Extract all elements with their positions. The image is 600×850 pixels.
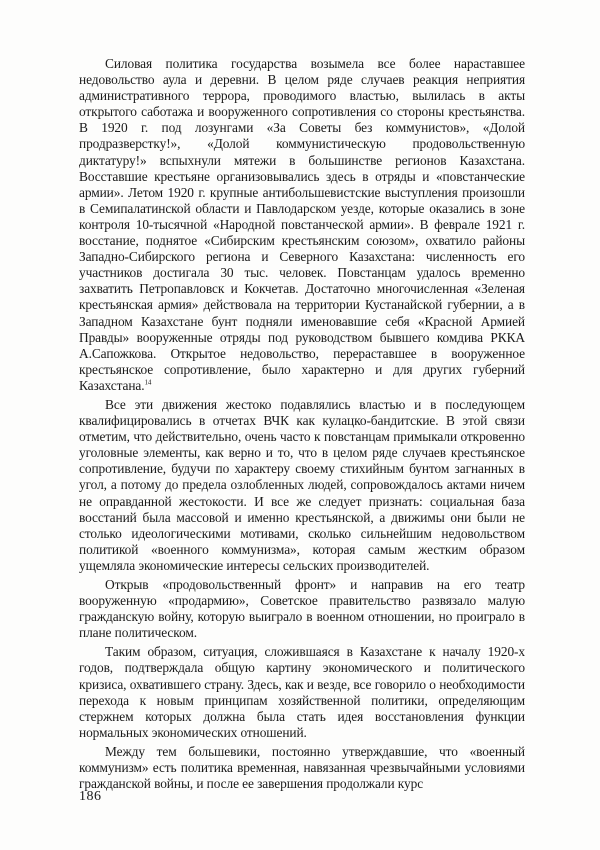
paragraph-1: [79, 56, 525, 394]
paragraph-5-text: Между тем большевики, постоянно утверждавшие, что «военный коммунизм» есть политика временная, навязанная чрезвычайными условиями гражданской войны, и после ее завершения продолжали курс: [79, 743, 525, 792]
paragraph-3-text: Открыв «продовольственный фронт» и направив на его театр вооруженную «продармию», Советское правительство развязало малую гражданскую войну, которую выиграло в военном отношении, но проиграло в плане политическом.: [79, 577, 525, 641]
paragraph-2: [79, 397, 525, 574]
paragraph-1-text: Силовая политика государства возымела все более нараставшее недовольство аула и деревни. В целом ряде случаев реакция неприятия административного террора, проводимого властью, вылилась в акты открытого саботажа и вооруженного сопротивления со стороны крестьянства. В 1920 г. под лозунгами «За Советы без коммунистов», «Долой продразверстку!», «Долой коммунистическую продовольственную диктатуру!» вспыхнули мятежи в большинстве регионов Казахстана. Восставшие крестьяне организовывались здесь в отряды и «повстанческие армии». Летом 1920 г. крупные антибольшевистские выступления произошли в Семипалатинской области и Павлодарском уезде, которые оказались в зоне контроля 10-тысячной «Народной повстанческой армии». В феврале 1921 г. восстание, поднятое «Сибирским крестьянским союзом», охватило районы Западно-Сибирского региона и Северного Казахстана: численность его участников достигала 30 тыс. человек. Повстанцам удалось временно захватить Петропавловск и Кокчетав. Достаточно многочисленная «Зеленая крестьянская армия» действовала на территории Кустанайской губернии, а в Западном Казахстане бунт подняли именовавшие себя «Красной Армией Правды» вооруженные отряды под руководством бывшего комдива РККА А.Сапожкова. Открытое недовольство, перераставшее в вооруженное крестьянское сопротивление, было характерно и для других губерний Казахстана.: [79, 56, 525, 393]
paragraph-4: [79, 644, 525, 741]
page-number: 186: [79, 789, 102, 804]
body-text: [79, 56, 525, 792]
paragraph-3: [79, 577, 525, 641]
paragraph-5: [79, 744, 525, 792]
paragraph-4-text: Таким образом, ситуация, сложившаяся в Казахстане к началу 1920-х годов, подтверждала общую картину экономического и политического кризиса, охватившего страну. Здесь, как и везде, все говорило о необходимости перехода к новым принципам хозяйственной политики, определяющим стержнем которых должна была стать идея восстановления функции нормальных экономических отношений.: [79, 644, 525, 740]
paragraph-2-text: Все эти движения жестоко подавлялись властью и в последующем квалифицировались в отчетах ВЧК как кулацко-бандитские. В этой связи отметим, что действительно, очень часто к повстанцам примыкали откровенно уголовные элементы, как верно и то, что в целом ряде случаев крестьянское сопротивление, будучи по характеру своему стихийным бунтом загнанных в угол, а потому до предела озлобленных людей, сопровождалось актами ничем не оправданной жестокости. И все же следует признать: социальная база восстаний была массовой и именно крестьянской, а движимы они были не столько идеологическими мотивами, сколько сильнейшим недовольством политикой «военного коммунизма», которая самым жестким образом ущемляла экономические интересы сельских производителей.: [79, 396, 525, 573]
footnote-marker: 14: [144, 378, 152, 387]
